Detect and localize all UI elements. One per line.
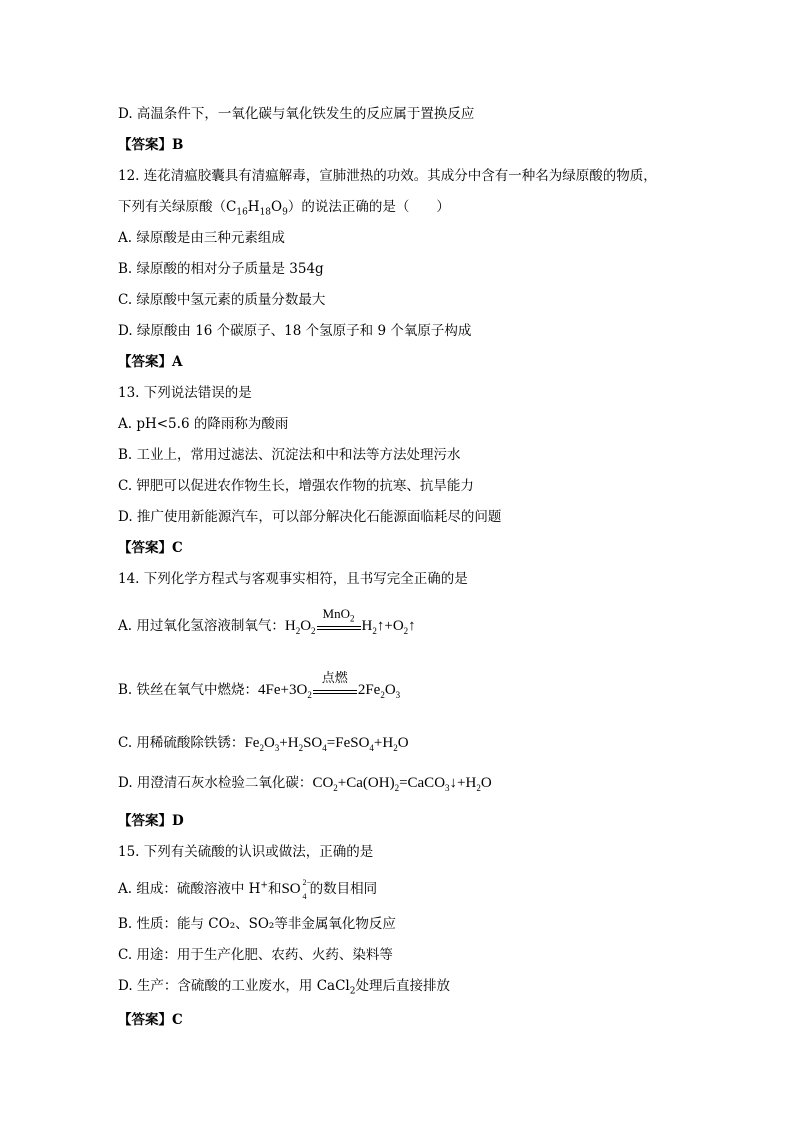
answer-label: 【答案】	[118, 1012, 172, 1028]
answer-label: 【答案】	[118, 540, 172, 556]
q13-option-c: C. 钾肥可以促进农作物生长，增强农作物的抗寒、抗旱能力	[118, 478, 474, 494]
q14-option-c: C. 用稀硫酸除铁锈：$Fe_2O_3+H_2SO_4=FeSO_4+H_2O$	[118, 735, 409, 753]
equation-a: $H_2O_2$ MnO$_2$ $H_2↑+O_2↑$	[284, 605, 416, 636]
q15-answer	[118, 1011, 183, 1029]
equation-c: $Fe_2O_3+H_2SO_4=FeSO_4+H_2O$	[244, 735, 409, 753]
q13-stem: 13. 下列说法错误的是	[118, 385, 252, 401]
q15-option-c: C. 用途：用于生产化肥、农药、火药、染料等	[118, 947, 393, 963]
q12-stem-line1: 12. 连花清瘟胶囊具有清瘟解毒，宣肺泄热的功效。其成分中含有一种名为绿原酸的物质，	[118, 168, 657, 184]
answer-label: 【答案】	[118, 137, 172, 153]
q13-option-b: B. 工业上，常用过滤法、沉淀法和中和法等方法处理污水	[118, 447, 461, 463]
q12-answer	[118, 353, 182, 371]
q14-answer	[118, 812, 184, 830]
q13-option-a: A. pH<5.6 的降雨称为酸雨	[118, 416, 289, 432]
q12-option-a: A. 绿原酸是由三种元素组成	[118, 230, 285, 246]
equation-d: $CO_2+Ca(OH)_2=CaCO_3↓+H_2O$	[312, 775, 492, 793]
answer-value: A	[172, 354, 183, 370]
q14-option-a: A. 用过氧化氢溶液制氧气：$H_2O_2$ MnO$_2$ $H_2↑+O_2↑$	[118, 605, 416, 636]
q14-stem: 14. 下列化学方程式与客观事实相符，且书写完全正确的是	[118, 571, 468, 587]
q12-option-b: B. 绿原酸的相对分子质量是 354g	[118, 261, 324, 277]
q13-option-d: D. 推广使用新能源汽车，可以部分解决化石能源面临耗尽的问题	[118, 509, 502, 525]
q11-answer	[118, 136, 183, 154]
answer-value: D	[172, 813, 184, 829]
q12-option-d: D. 绿原酸由 16 个碳原子、18 个氢原子和 9 个氧原子构成	[118, 323, 472, 339]
q12-option-c: C. 绿原酸中氢元素的质量分数最大	[118, 292, 326, 308]
q15-option-a: A. 组成：硫酸溶液中 H+和SO 2− 4 的数目相同	[118, 878, 378, 901]
reaction-arrow: 点燃	[313, 682, 357, 700]
q15-option-b: B. 性质：能与 CO₂、SO₂等非金属氧化物反应	[118, 916, 396, 932]
answer-label: 【答案】	[118, 813, 172, 829]
q14-option-b: B. 铁丝在氧气中燃烧：$4Fe+3O_2$ 点燃 $2Fe_2O_3$	[118, 669, 401, 700]
answer-value: C	[172, 1012, 183, 1028]
q11-option-d: D. 高温条件下，一氧化碳与氧化铁发生的反应属于置换反应	[118, 106, 475, 122]
answer-value: C	[172, 540, 183, 556]
q14-option-d: D. 用澄清石灰水检验二氧化碳：$CO_2+Ca(OH)_2=CaCO_3↓+H_2O$	[118, 775, 492, 793]
reaction-arrow: MnO$_2$	[317, 618, 361, 636]
equation-b: $4Fe+3O_2$ 点燃 $2Fe_2O_3$	[258, 669, 401, 700]
q15-stem: 15. 下列有关硫酸的认识或做法，正确的是	[118, 844, 374, 860]
q15-option-d: D. 生产：含硫酸的工业废水，用 CaCl$_2$处理后直接排放	[118, 978, 450, 997]
q13-answer	[118, 539, 183, 557]
answer-label: 【答案】	[118, 354, 172, 370]
sulfate-ion: SO 2− 4	[281, 878, 311, 901]
q12-stem-line2: 下列有关绿原酸$(C_{16}H_{18}O_9)$的说法正确的是（ ）	[118, 199, 450, 218]
answer-value: B	[172, 137, 184, 153]
